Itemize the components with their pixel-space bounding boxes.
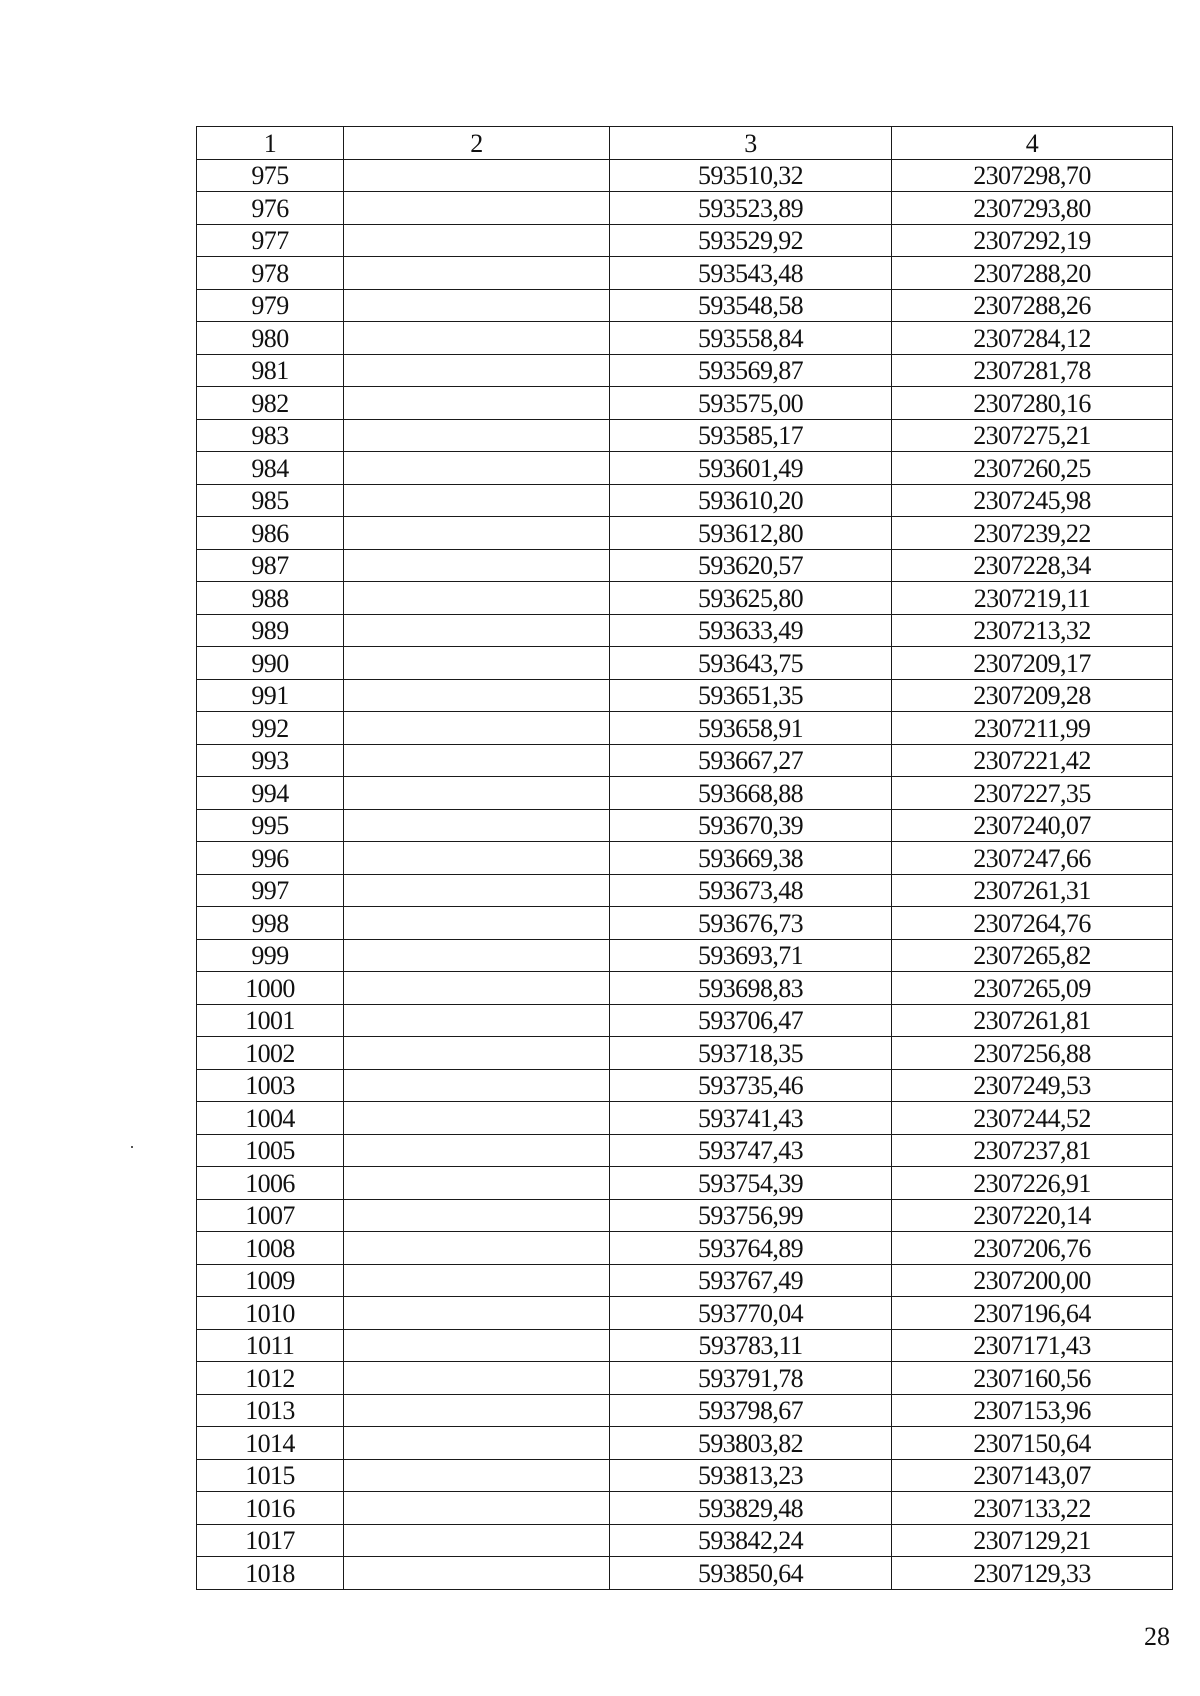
table-row [197, 1102, 1173, 1135]
table-row [197, 289, 1173, 322]
y-coordinate-cell: 2307171,43 [892, 1329, 1173, 1362]
x-coordinate-cell: 593767,49 [610, 1264, 892, 1297]
empty-cell [344, 1459, 610, 1492]
y-coordinate-cell: 2307293,80 [892, 192, 1173, 225]
point-number-cell: 992 [197, 712, 344, 745]
point-number-cell: 1009 [197, 1264, 344, 1297]
y-coordinate-cell: 2307261,31 [892, 874, 1173, 907]
column-header-3: 3 [610, 127, 892, 160]
x-coordinate-cell: 593850,64 [610, 1557, 892, 1590]
table-row [197, 257, 1173, 290]
empty-cell [344, 679, 610, 712]
table-header-row [197, 127, 1173, 160]
empty-cell [344, 1134, 610, 1167]
y-coordinate-cell: 2307129,33 [892, 1557, 1173, 1590]
x-coordinate-cell: 593673,48 [610, 874, 892, 907]
x-coordinate-cell: 593548,58 [610, 289, 892, 322]
table-row [197, 1069, 1173, 1102]
empty-cell [344, 614, 610, 647]
y-coordinate-cell: 2307265,82 [892, 939, 1173, 972]
table-row [197, 224, 1173, 257]
y-coordinate-cell: 2307153,96 [892, 1394, 1173, 1427]
empty-cell [344, 1102, 610, 1135]
table-row [197, 549, 1173, 582]
point-number-cell: 980 [197, 322, 344, 355]
table-row [197, 452, 1173, 485]
point-number-cell: 990 [197, 647, 344, 680]
table-row [197, 484, 1173, 517]
empty-cell [344, 1297, 610, 1330]
empty-cell [344, 1264, 610, 1297]
x-coordinate-cell: 593558,84 [610, 322, 892, 355]
point-number-cell: 983 [197, 419, 344, 452]
empty-cell [344, 1004, 610, 1037]
x-coordinate-cell: 593569,87 [610, 354, 892, 387]
table-row [197, 1524, 1173, 1557]
table-row [197, 192, 1173, 225]
empty-cell [344, 1199, 610, 1232]
y-coordinate-cell: 2307264,76 [892, 907, 1173, 940]
x-coordinate-cell: 593510,32 [610, 159, 892, 192]
empty-cell [344, 1427, 610, 1460]
empty-cell [344, 419, 610, 452]
y-coordinate-cell: 2307133,22 [892, 1492, 1173, 1525]
empty-cell [344, 192, 610, 225]
x-coordinate-cell: 593543,48 [610, 257, 892, 290]
x-coordinate-cell: 593842,24 [610, 1524, 892, 1557]
point-number-cell: 975 [197, 159, 344, 192]
y-coordinate-cell: 2307284,12 [892, 322, 1173, 355]
point-number-cell: 1011 [197, 1329, 344, 1362]
empty-cell [344, 842, 610, 875]
table-row [197, 1004, 1173, 1037]
table-row [197, 1329, 1173, 1362]
table-row [197, 744, 1173, 777]
empty-cell [344, 582, 610, 615]
point-number-cell: 984 [197, 452, 344, 485]
x-coordinate-cell: 593658,91 [610, 712, 892, 745]
table-row [197, 1394, 1173, 1427]
y-coordinate-cell: 2307260,25 [892, 452, 1173, 485]
column-header-4: 4 [892, 127, 1173, 160]
point-number-cell: 1012 [197, 1362, 344, 1395]
empty-cell [344, 1492, 610, 1525]
table-row [197, 159, 1173, 192]
y-coordinate-cell: 2307143,07 [892, 1459, 1173, 1492]
y-coordinate-cell: 2307240,07 [892, 809, 1173, 842]
point-number-cell: 1003 [197, 1069, 344, 1102]
point-number-cell: 1005 [197, 1134, 344, 1167]
y-coordinate-cell: 2307211,99 [892, 712, 1173, 745]
x-coordinate-cell: 593651,35 [610, 679, 892, 712]
point-number-cell: 997 [197, 874, 344, 907]
coordinates-table [196, 126, 1173, 1590]
y-coordinate-cell: 2307228,34 [892, 549, 1173, 582]
y-coordinate-cell: 2307220,14 [892, 1199, 1173, 1232]
table-row [197, 322, 1173, 355]
y-coordinate-cell: 2307196,64 [892, 1297, 1173, 1330]
point-number-cell: 981 [197, 354, 344, 387]
y-coordinate-cell: 2307281,78 [892, 354, 1173, 387]
y-coordinate-cell: 2307247,66 [892, 842, 1173, 875]
x-coordinate-cell: 593770,04 [610, 1297, 892, 1330]
table-row [197, 777, 1173, 810]
table-row [197, 517, 1173, 550]
y-coordinate-cell: 2307150,64 [892, 1427, 1173, 1460]
table-row [197, 419, 1173, 452]
y-coordinate-cell: 2307206,76 [892, 1232, 1173, 1265]
empty-cell [344, 972, 610, 1005]
table-row [197, 1264, 1173, 1297]
empty-cell [344, 874, 610, 907]
y-coordinate-cell: 2307239,22 [892, 517, 1173, 550]
x-coordinate-cell: 593813,23 [610, 1459, 892, 1492]
coordinates-sheet [196, 126, 1172, 1590]
x-coordinate-cell: 593575,00 [610, 387, 892, 420]
table-row [197, 1459, 1173, 1492]
table-row [197, 679, 1173, 712]
point-number-cell: 999 [197, 939, 344, 972]
y-coordinate-cell: 2307227,35 [892, 777, 1173, 810]
x-coordinate-cell: 593698,83 [610, 972, 892, 1005]
table-row [197, 809, 1173, 842]
x-coordinate-cell: 593670,39 [610, 809, 892, 842]
x-coordinate-cell: 593612,80 [610, 517, 892, 550]
y-coordinate-cell: 2307265,09 [892, 972, 1173, 1005]
point-number-cell: 1004 [197, 1102, 344, 1135]
y-coordinate-cell: 2307249,53 [892, 1069, 1173, 1102]
y-coordinate-cell: 2307219,11 [892, 582, 1173, 615]
x-coordinate-cell: 593791,78 [610, 1362, 892, 1395]
empty-cell [344, 809, 610, 842]
empty-cell [344, 484, 610, 517]
table-row [197, 907, 1173, 940]
point-number-cell: 1015 [197, 1459, 344, 1492]
point-number-cell: 1000 [197, 972, 344, 1005]
point-number-cell: 1007 [197, 1199, 344, 1232]
x-coordinate-cell: 593741,43 [610, 1102, 892, 1135]
table-row [197, 647, 1173, 680]
y-coordinate-cell: 2307209,17 [892, 647, 1173, 680]
point-number-cell: 987 [197, 549, 344, 582]
empty-cell [344, 159, 610, 192]
x-coordinate-cell: 593718,35 [610, 1037, 892, 1070]
table-body [197, 159, 1173, 1589]
empty-cell [344, 289, 610, 322]
x-coordinate-cell: 593643,75 [610, 647, 892, 680]
point-number-cell: 982 [197, 387, 344, 420]
y-coordinate-cell: 2307298,70 [892, 159, 1173, 192]
y-coordinate-cell: 2307221,42 [892, 744, 1173, 777]
point-number-cell: 986 [197, 517, 344, 550]
empty-cell [344, 1167, 610, 1200]
empty-cell [344, 712, 610, 745]
table-row [197, 1427, 1173, 1460]
empty-cell [344, 939, 610, 972]
empty-cell [344, 549, 610, 582]
point-number-cell: 989 [197, 614, 344, 647]
empty-cell [344, 517, 610, 550]
x-coordinate-cell: 593669,38 [610, 842, 892, 875]
table-row [197, 1037, 1173, 1070]
x-coordinate-cell: 593601,49 [610, 452, 892, 485]
y-coordinate-cell: 2307129,21 [892, 1524, 1173, 1557]
empty-cell [344, 1329, 610, 1362]
y-coordinate-cell: 2307213,32 [892, 614, 1173, 647]
table-row [197, 582, 1173, 615]
table-row [197, 1362, 1173, 1395]
x-coordinate-cell: 593668,88 [610, 777, 892, 810]
point-number-cell: 1018 [197, 1557, 344, 1590]
empty-cell [344, 322, 610, 355]
x-coordinate-cell: 593798,67 [610, 1394, 892, 1427]
empty-cell [344, 777, 610, 810]
y-coordinate-cell: 2307280,16 [892, 387, 1173, 420]
empty-cell [344, 1524, 610, 1557]
x-coordinate-cell: 593754,39 [610, 1167, 892, 1200]
y-coordinate-cell: 2307226,91 [892, 1167, 1173, 1200]
y-coordinate-cell: 2307256,88 [892, 1037, 1173, 1070]
point-number-cell: 996 [197, 842, 344, 875]
empty-cell [344, 647, 610, 680]
empty-cell [344, 387, 610, 420]
empty-cell [344, 907, 610, 940]
x-coordinate-cell: 593610,20 [610, 484, 892, 517]
empty-cell [344, 1394, 610, 1427]
table-row [197, 1199, 1173, 1232]
table-row [197, 614, 1173, 647]
x-coordinate-cell: 593585,17 [610, 419, 892, 452]
empty-cell [344, 1232, 610, 1265]
point-number-cell: 991 [197, 679, 344, 712]
point-number-cell: 1008 [197, 1232, 344, 1265]
empty-cell [344, 1557, 610, 1590]
table-row [197, 1134, 1173, 1167]
point-number-cell: 1013 [197, 1394, 344, 1427]
point-number-cell: 976 [197, 192, 344, 225]
x-coordinate-cell: 593803,82 [610, 1427, 892, 1460]
table-row [197, 712, 1173, 745]
y-coordinate-cell: 2307237,81 [892, 1134, 1173, 1167]
x-coordinate-cell: 593756,99 [610, 1199, 892, 1232]
table-row [197, 939, 1173, 972]
empty-cell [344, 354, 610, 387]
x-coordinate-cell: 593676,73 [610, 907, 892, 940]
y-coordinate-cell: 2307288,26 [892, 289, 1173, 322]
point-number-cell: 1014 [197, 1427, 344, 1460]
y-coordinate-cell: 2307292,19 [892, 224, 1173, 257]
page-number: 28 [1144, 1622, 1170, 1651]
y-coordinate-cell: 2307288,20 [892, 257, 1173, 290]
empty-cell [344, 744, 610, 777]
table-row [197, 1167, 1173, 1200]
point-number-cell: 993 [197, 744, 344, 777]
point-number-cell: 1010 [197, 1297, 344, 1330]
table-row [197, 1557, 1173, 1590]
table-row [197, 354, 1173, 387]
y-coordinate-cell: 2307200,00 [892, 1264, 1173, 1297]
x-coordinate-cell: 593620,57 [610, 549, 892, 582]
column-header-2: 2 [344, 127, 610, 160]
point-number-cell: 998 [197, 907, 344, 940]
point-number-cell: 1001 [197, 1004, 344, 1037]
y-coordinate-cell: 2307245,98 [892, 484, 1173, 517]
point-number-cell: 994 [197, 777, 344, 810]
empty-cell [344, 1069, 610, 1102]
empty-cell [344, 1362, 610, 1395]
table-row [197, 1232, 1173, 1265]
y-coordinate-cell: 2307275,21 [892, 419, 1173, 452]
scan-speck [131, 1146, 133, 1148]
point-number-cell: 1002 [197, 1037, 344, 1070]
x-coordinate-cell: 593764,89 [610, 1232, 892, 1265]
empty-cell [344, 452, 610, 485]
point-number-cell: 988 [197, 582, 344, 615]
point-number-cell: 978 [197, 257, 344, 290]
x-coordinate-cell: 593523,89 [610, 192, 892, 225]
column-header-1: 1 [197, 127, 344, 160]
x-coordinate-cell: 593783,11 [610, 1329, 892, 1362]
y-coordinate-cell: 2307244,52 [892, 1102, 1173, 1135]
point-number-cell: 979 [197, 289, 344, 322]
table-row [197, 387, 1173, 420]
x-coordinate-cell: 593735,46 [610, 1069, 892, 1102]
table-row [197, 972, 1173, 1005]
point-number-cell: 1016 [197, 1492, 344, 1525]
x-coordinate-cell: 593667,27 [610, 744, 892, 777]
y-coordinate-cell: 2307209,28 [892, 679, 1173, 712]
y-coordinate-cell: 2307261,81 [892, 1004, 1173, 1037]
table-row [197, 842, 1173, 875]
table-row [197, 1297, 1173, 1330]
y-coordinate-cell: 2307160,56 [892, 1362, 1173, 1395]
point-number-cell: 995 [197, 809, 344, 842]
empty-cell [344, 224, 610, 257]
x-coordinate-cell: 593633,49 [610, 614, 892, 647]
x-coordinate-cell: 593625,80 [610, 582, 892, 615]
x-coordinate-cell: 593529,92 [610, 224, 892, 257]
x-coordinate-cell: 593747,43 [610, 1134, 892, 1167]
point-number-cell: 1006 [197, 1167, 344, 1200]
empty-cell [344, 1037, 610, 1070]
x-coordinate-cell: 593829,48 [610, 1492, 892, 1525]
empty-cell [344, 257, 610, 290]
point-number-cell: 985 [197, 484, 344, 517]
point-number-cell: 1017 [197, 1524, 344, 1557]
table-row [197, 1492, 1173, 1525]
point-number-cell: 977 [197, 224, 344, 257]
x-coordinate-cell: 593693,71 [610, 939, 892, 972]
x-coordinate-cell: 593706,47 [610, 1004, 892, 1037]
table-row [197, 874, 1173, 907]
